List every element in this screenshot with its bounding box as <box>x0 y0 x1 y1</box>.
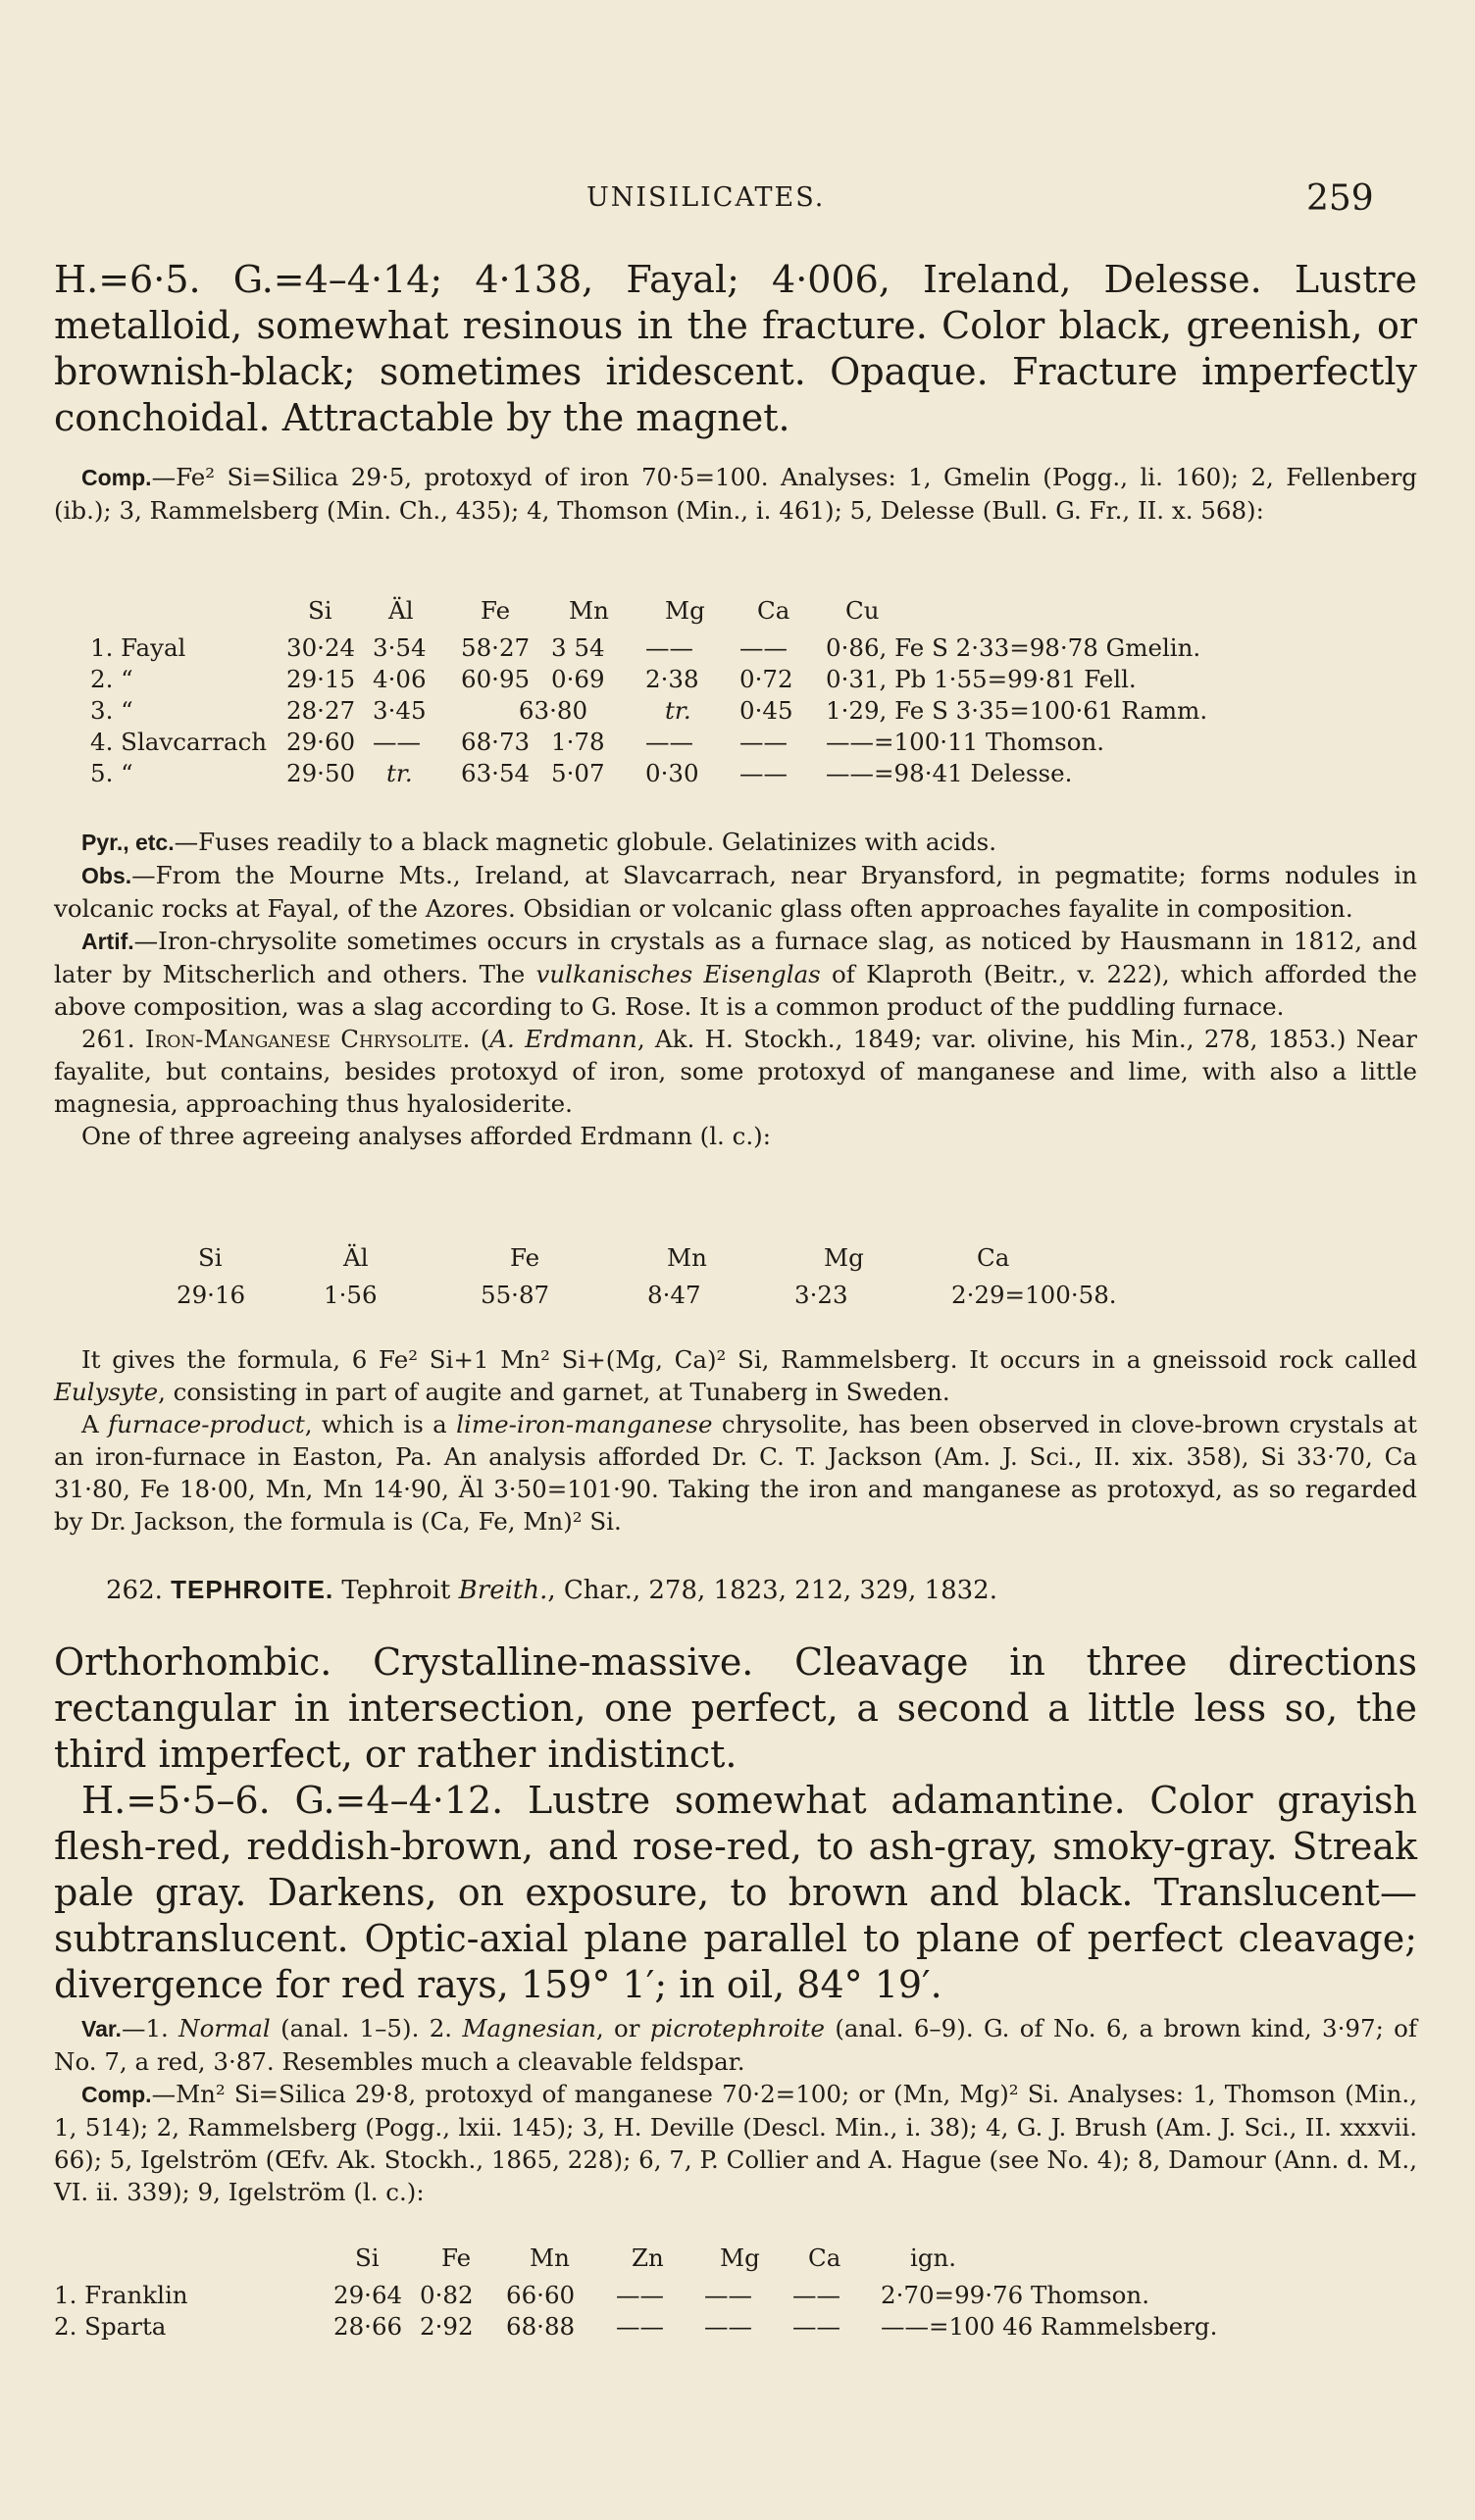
cell-al: —— <box>373 727 421 756</box>
section-title: Iron-Manganese Chrysolite. <box>144 1025 471 1053</box>
cell-ca: 0·45 <box>739 695 793 725</box>
column-header: Mg <box>665 595 705 625</box>
column-header: Fe <box>510 1242 540 1272</box>
section-261-paragraph <box>54 1023 1417 1120</box>
artif-emphasis: vulkanisches Eisenglas <box>535 960 821 988</box>
table-header-row <box>90 588 1277 631</box>
cell-ca: 0·72 <box>739 664 793 693</box>
column-header: Cu <box>845 595 880 625</box>
section-number: 261. <box>81 1025 145 1053</box>
pyr-paragraph <box>54 826 1417 859</box>
var-text: (anal. 6–9). G. of No. 6, a brown kind, 3·97; of No. 7, a red, 3·87. Resembles much a cleavable feldspar. <box>54 2014 1417 2076</box>
cell-fe-mn: 63·80 <box>518 695 588 725</box>
cell-si: 29·15 <box>286 664 356 693</box>
cell-mn: 68·88 <box>506 2311 576 2341</box>
comp-paragraph <box>54 2078 1417 2208</box>
column-header: Äl <box>343 1242 369 1272</box>
var-paragraph <box>54 2012 1417 2078</box>
cell-mn: 8·47 <box>647 1280 701 1309</box>
cell-ca: —— <box>792 2311 840 2341</box>
table-row <box>90 694 1277 726</box>
cell-zn: —— <box>616 2280 664 2309</box>
cell-si: 29·16 <box>177 1280 246 1309</box>
furnace-paragraph <box>54 1408 1417 1537</box>
tephroite-analyses-table <box>54 2236 1302 2342</box>
furnace-emphasis: furnace-product <box>108 1410 305 1438</box>
row-id: 1. Franklin <box>54 2280 188 2309</box>
cell-fe: 68·73 <box>461 727 531 756</box>
row-id: 4. Slavcarrach <box>90 727 268 756</box>
cell-ca: —— <box>739 632 788 662</box>
var-text: —1. <box>121 2014 179 2042</box>
column-header: ign. <box>910 2243 957 2272</box>
var-text: , or <box>595 2014 650 2042</box>
column-header: Si <box>308 595 332 625</box>
cell-fe: 58·27 <box>461 632 531 662</box>
cell-mg: —— <box>645 632 693 662</box>
table-header-row <box>177 1235 1167 1279</box>
artif-text: —Iron-chrysolite sometimes occurs in crystals as a furnace slag, as noticed by Hausmann in 1812, and later by Mitscherlich and others. The <box>54 927 1417 988</box>
column-header: Mn <box>569 595 609 625</box>
cell-ca: —— <box>739 758 788 787</box>
cell-fe: 0·82 <box>420 2280 474 2309</box>
cell-mg: —— <box>704 2280 752 2309</box>
comp-text: —Mn² Si=Silica 29·8, protoxyd of manganese 70·2=100; or (Mn, Mg)² Si. Analyses: 1, Thomson (Min., 1, 514); 2, Rammelsberg (Pogg., lxii. 145); 3, H. Deville (Descl. Min., i. 38); 4, G. J. Brush (Am. J. Sci., II. xxxvii. 66); 5, Igelström (Œfv. Ak. Stockh., 1865, 228); 6, 7, P. Collier and A. Hague (see No. 4); 8, Damour (Ann. d. M., VI. ii. 339); 9, Igelström (l. c.): <box>54 2080 1417 2206</box>
cell-rest: 0·31, Pb 1·55=99·81 Fell. <box>826 664 1137 693</box>
properties-paragraph: H.=6·5. G.=4–4·14; 4·138, Fayal; 4·006, Ireland, Delesse. Lustre metalloid, somewhat resinous in the fracture. Color black, greenish, or brownish-black; sometimes iridescent. Opaque. Fracture imperfectly conchoidal. Attractable by the magnet. <box>54 258 1417 439</box>
column-header: Fe <box>481 595 511 625</box>
cell-al: 4·06 <box>373 664 427 693</box>
cell-fe: 60·95 <box>461 664 531 693</box>
crystal-paragraph: Orthorhombic. Crystalline-massive. Cleavage in three directions rectangular in intersection, one perfect, a second a little less so, the third imperfect, or rather indistinct. <box>54 1640 1417 1776</box>
cell-rest: ——=100·11 Thomson. <box>826 727 1105 756</box>
row-id: 2. Sparta <box>54 2311 167 2341</box>
column-header: Ca <box>757 595 790 625</box>
cell-mg: —— <box>645 727 693 756</box>
cell-si: 29·50 <box>286 758 356 787</box>
furnace-text: , which is a <box>304 1410 457 1438</box>
cell-rest: ——=100 46 Rammelsberg. <box>881 2311 1218 2341</box>
column-header: Ca <box>808 2243 841 2272</box>
cell-ca: —— <box>792 2280 840 2309</box>
var-text: (anal. 1–5). 2. <box>270 2014 463 2042</box>
species-name: TEPHROITE. <box>171 1575 334 1604</box>
cell-mg: 3·23 <box>794 1280 848 1309</box>
row-id: 5. “ <box>90 758 133 787</box>
table-row <box>54 2279 1302 2310</box>
synonym-ref: , Char., 278, 1823, 212, 329, 1832. <box>547 1576 997 1605</box>
tephroite-properties <box>54 1639 1417 2008</box>
cell-fe: 63·54 <box>461 758 531 787</box>
column-header: Äl <box>388 595 414 625</box>
cell-si: 28·66 <box>333 2311 403 2341</box>
cell-mn: 3 54 <box>551 632 605 662</box>
cell-si: 29·64 <box>333 2280 403 2309</box>
column-header: Mn <box>530 2243 570 2272</box>
cell-mg: —— <box>704 2311 752 2341</box>
var-label: Var. <box>81 2016 122 2041</box>
var-emphasis: Normal <box>178 2014 271 2042</box>
var-emphasis: picrotephroite <box>649 2014 825 2042</box>
cell-al: tr. <box>386 758 413 787</box>
cell-mg: 2·38 <box>645 664 699 693</box>
cell-rest: 2·70=99·76 Thomson. <box>881 2280 1149 2309</box>
pyr-label: Pyr., etc. <box>81 830 175 855</box>
var-emphasis: Magnesian <box>462 2014 596 2042</box>
fayalite-analyses-table <box>90 588 1277 788</box>
cell-fe: 2·92 <box>420 2311 474 2341</box>
column-header: Ca <box>977 1242 1010 1272</box>
physical-paragraph: H.=5·5–6. G.=4–4·12. Lustre somewhat adamantine. Color grayish flesh-red, reddish-brown, and rose-red, to ash-gray, smoky-gray. Streak pale gray. Darkens, on exposure, to brown and black. Translucent—subtranslucent. Optic-axial plane parallel to plane of perfect cleavage; divergence for red rays, 159° 1′; in oil, 84° 19′. <box>54 1779 1417 2006</box>
cell-mn: 1·78 <box>551 727 605 756</box>
page-number: 259 <box>1306 178 1374 219</box>
column-header: Si <box>198 1242 223 1272</box>
species-number: 262. <box>106 1576 172 1605</box>
column-header: Si <box>355 2243 380 2272</box>
furnace-text: A <box>81 1410 109 1438</box>
rock-name: Eulysyte <box>54 1378 159 1406</box>
table-row <box>90 726 1277 757</box>
tephroite-notes <box>54 2012 1417 2208</box>
author-name: A. Erdmann <box>489 1025 637 1053</box>
fayalite-notes <box>54 826 1417 1152</box>
artif-label: Artif. <box>81 929 134 954</box>
fayalite-properties <box>54 257 1417 441</box>
table-row <box>90 663 1277 694</box>
furnace-emphasis: lime-iron-manganese <box>456 1410 713 1438</box>
cell-si: 29·60 <box>286 727 356 756</box>
obs-paragraph <box>54 859 1417 925</box>
fayalite-composition <box>54 461 1417 527</box>
cell-ca: —— <box>739 727 788 756</box>
column-header: Fe <box>441 2243 472 2272</box>
table-row <box>54 2310 1302 2342</box>
cell-fe: 55·87 <box>481 1280 550 1309</box>
column-header: Mn <box>667 1242 707 1272</box>
cell-al: 1·56 <box>324 1280 378 1309</box>
cell-rest: ——=98·41 Delesse. <box>826 758 1073 787</box>
comp-text: —Fe² Si=Silica 29·5, protoxyd of iron 70·5=100. Analyses: 1, Gmelin (Pogg., li. 160); 2, Fellenberg (ib.); 3, Rammelsberg (Min. Ch., 435); 4, Thomson (Min., i. 461); 5, Delesse (Bull. G. Fr., II. x. 568): <box>54 463 1417 525</box>
formula-text: It gives the formula, 6 Fe² Si+1 Mn² Si+(Mg, Ca)² Si, Rammelsberg. It occurs in a gneissoid rock called <box>81 1345 1417 1374</box>
cell-al: 3·45 <box>373 695 427 725</box>
cell-rest: 1·29, Fe S 3·35=100·61 Ramm. <box>826 695 1208 725</box>
table-row <box>90 631 1277 663</box>
cell-mn: 5·07 <box>551 758 605 787</box>
cell-zn: —— <box>616 2311 664 2341</box>
eulysyte-notes <box>54 1343 1417 1537</box>
table-row <box>177 1279 1167 1310</box>
obs-label: Obs. <box>81 863 132 888</box>
cell-mg: 0·30 <box>645 758 699 787</box>
erdmann-analysis-table <box>177 1235 1167 1310</box>
artif-paragraph <box>54 925 1417 1023</box>
cell-si: 30·24 <box>286 632 356 662</box>
section-open: ( <box>470 1025 490 1053</box>
cell-mn: 66·60 <box>506 2280 576 2309</box>
comp-paragraph <box>54 461 1417 527</box>
column-header: Zn <box>632 2243 664 2272</box>
artif-text: of Klaproth (Beitr., v. 222), which afforded the above composition, was a slag according to G. Rose. It is a common product of the puddling furnace. <box>54 960 1417 1021</box>
cell-al: 3·54 <box>373 632 427 662</box>
section-text: , Ak. H. Stockh., 1849; var. olivine, his Min., 278, 1853.) Near fayalite, but contains, besides protoxyd of iron, some protoxyd of manganese and lime, with also a little magnesia, approaching thus hyalosiderite. <box>54 1025 1417 1118</box>
furnace-text: chrysolite, has been observed in clove-brown crystals at an iron-furnace in Easton, Pa. An analysis afforded Dr. C. T. Jackson (Am. J. Sci., II. xix. 358), Si 33·70, Ca 31·80, Fe 18·00, Mn, Mn 14·90, Äl 3·50=101·90. Taking the iron and manganese as protoxyd, as so regarded by Dr. Jackson, the formula is (Ca, Fe, Mn)² Si. <box>54 1410 1418 1536</box>
tephroite-heading <box>106 1575 997 1605</box>
comp-label: Comp. <box>81 465 152 490</box>
row-id: 2. “ <box>90 664 133 693</box>
cell-rest: 0·86, Fe S 2·33=98·78 Gmelin. <box>826 632 1201 662</box>
formula-tail: , consisting in part of augite and garnet, at Tunaberg in Sweden. <box>158 1378 950 1406</box>
cell-ca: 2·29=100·58. <box>951 1280 1117 1309</box>
synonym-author: Breith. <box>458 1576 548 1605</box>
obs-text: —From the Mourne Mts., Ireland, at Slavcarrach, near Bryansford, in pegmatite; forms nodules in volcanic rocks at Fayal, of the Azores. Obsidian or volcanic glass often approaches fayalite in composition. <box>54 861 1417 923</box>
cell-mg: tr. <box>665 695 691 725</box>
comp-label: Comp. <box>81 2082 152 2107</box>
formula-paragraph <box>54 1343 1417 1408</box>
table-header-row <box>54 2236 1302 2279</box>
table-row <box>90 757 1277 788</box>
cell-mn: 0·69 <box>551 664 605 693</box>
cell-si: 28·27 <box>286 695 356 725</box>
pyr-text: —Fuses readily to a black magnetic globule. Gelatinizes with acids. <box>174 828 997 856</box>
analysis-intro: One of three agreeing analyses afforded Erdmann (l. c.): <box>81 1122 771 1150</box>
column-header: Mg <box>824 1242 864 1272</box>
row-id: 1. Fayal <box>90 632 186 662</box>
row-id: 3. “ <box>90 695 133 725</box>
synonym-text: Tephroit <box>333 1576 459 1605</box>
running-head: UNISILICATES. <box>586 182 826 213</box>
column-header: Mg <box>720 2243 760 2272</box>
